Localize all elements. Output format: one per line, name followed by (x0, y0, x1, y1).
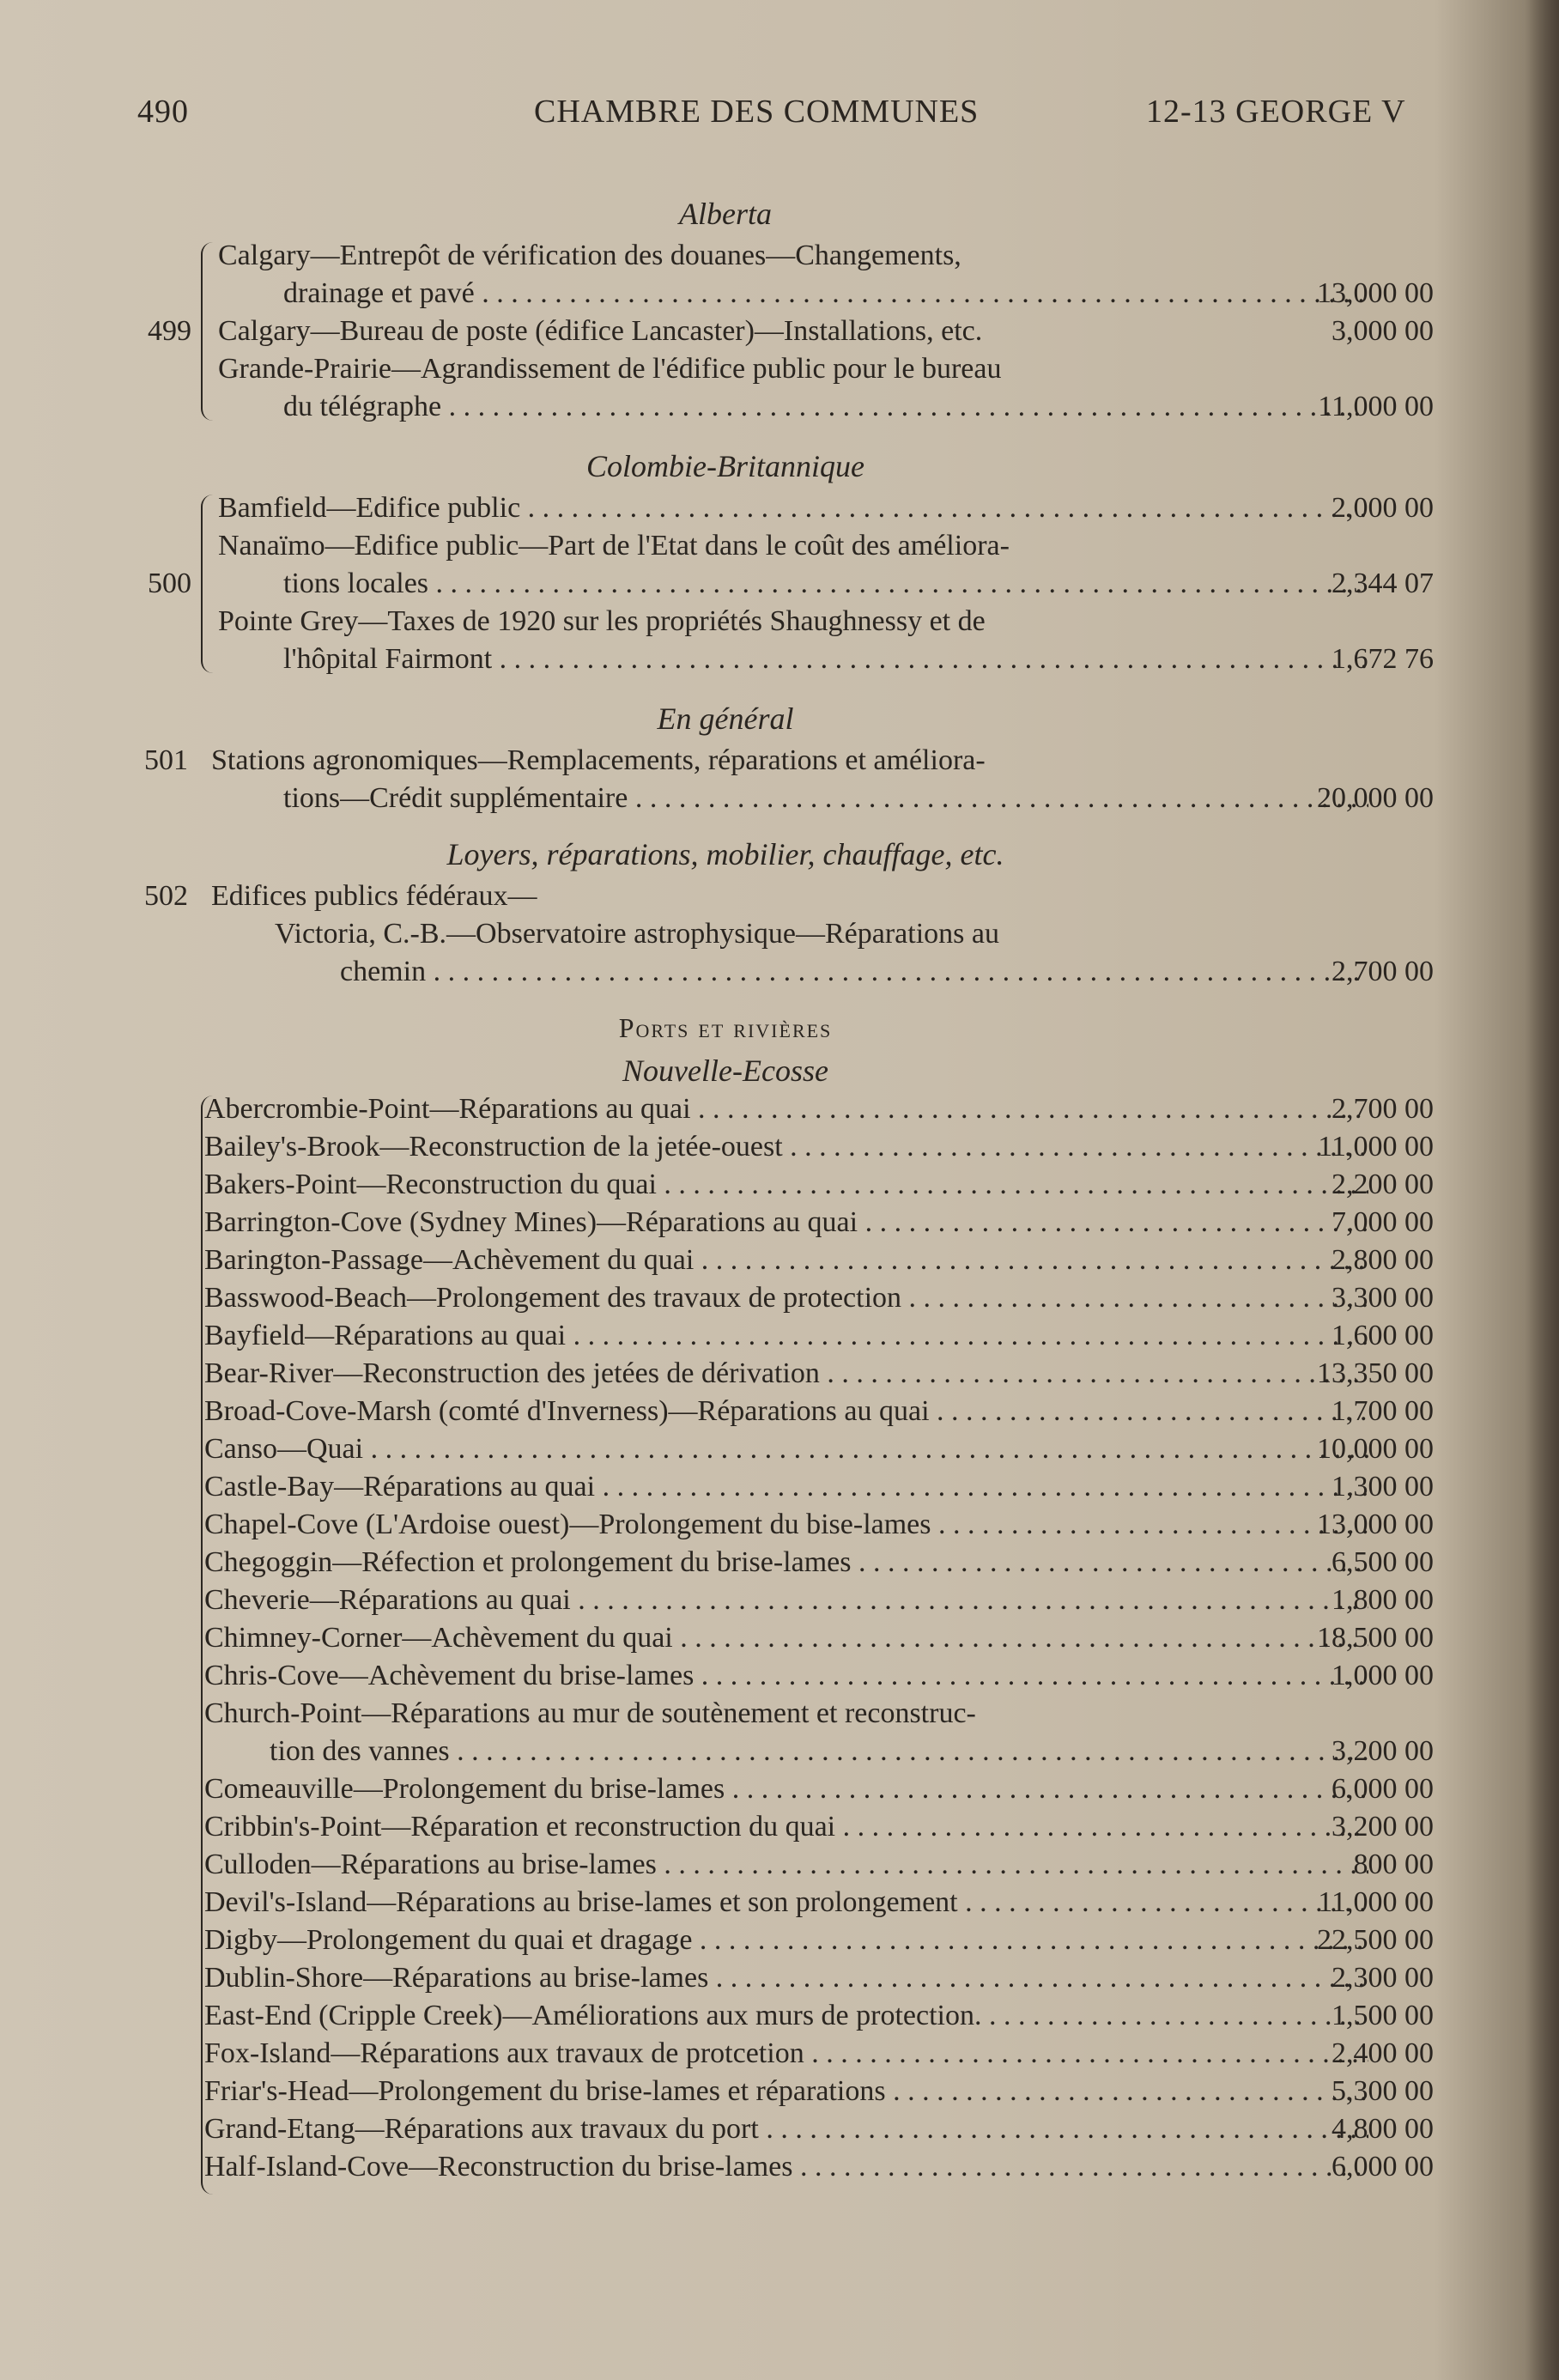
entry-row: tions—Crédit supplémentaire . . . 20,000 00 (129, 780, 1434, 817)
section-title-loyers: Loyers, réparations, mobilier, chauffage, etc. (446, 837, 1004, 871)
section-title-general: En général (657, 701, 794, 736)
section-title-ports: Ports et rivières (618, 1012, 833, 1043)
entry-row: Devil's-Island—Réparations au brise-lames et son prolongement . . . 11,000 00 (129, 1884, 1434, 1922)
entry-row: Abercrombie-Point—Réparations au quai . . . 2,700 00 (129, 1090, 1434, 1128)
vote-number: 500 (148, 568, 191, 599)
entry-row: Pointe Grey—Taxes de 1920 sur les propriétés Shaughnessy et de (218, 605, 986, 637)
entry-row: Bamfield—Edifice public . . . 2,000 00 (129, 489, 1434, 527)
entry-row: drainage et pavé . . . 13,000 00 (129, 275, 1434, 313)
entry-row: Broad-Cove-Marsh (comté d'Inverness)—Réparations au quai . . . 1,700 00 (129, 1393, 1434, 1430)
entry-row: Half-Island-Cove—Reconstruction du brise-lames . . . 6,000 00 (129, 2148, 1434, 2186)
vote-number: 499 (148, 315, 191, 347)
ports-list (129, 1090, 1434, 2186)
entry-row: Calgary—Bureau de poste (édifice Lancaster)—Installations, etc. 3,000 00 (218, 315, 1434, 347)
entry-row: Friar's-Head—Prolongement du brise-lames et réparations . . . 5,300 00 (129, 2073, 1434, 2110)
section-subtitle-nouvelle-ecosse: Nouvelle-Ecosse (622, 1053, 828, 1088)
entry-row: Bayfield—Réparations au quai . . . 1,600 00 (129, 1317, 1434, 1355)
page-content (129, 191, 1434, 2203)
entry-row: Grande-Prairie—Agrandissement de l'édifice public pour le bureau (218, 353, 1002, 385)
entry-row: Digby—Prolongement du quai et dragage . . . 22,500 00 (129, 1922, 1434, 1959)
entry-row: Basswood-Beach—Prolongement des travaux de protection . . . 3,300 00 (129, 1279, 1434, 1317)
entry-row: Calgary—Entrepôt de vérification des douanes—Changements, (218, 240, 961, 271)
entry-row: Fox-Island—Réparations aux travaux de protcetion . . . 2,400 00 (129, 2035, 1434, 2073)
entry-row: Bailey's-Brook—Reconstruction de la jetée-ouest . . . 11,000 00 (129, 1128, 1434, 1166)
entry-row: Culloden—Réparations au brise-lames . . . 800 00 (129, 1846, 1434, 1884)
section-title-alberta: Alberta (679, 197, 772, 231)
vote-number: 501 (144, 744, 188, 776)
entry-row: Barrington-Cove (Sydney Mines)—Réparations au quai . . . 7,000 00 (129, 1204, 1434, 1242)
entry-row: tion des vannes . . . 3,200 00 (129, 1733, 1434, 1770)
entry-row: tions locales . . . 2,344 07 (129, 565, 1434, 603)
entry-row: Edifices publics fédéraux— (211, 880, 537, 912)
page-header-reign: 12-13 GEORGE V (1146, 94, 1406, 130)
entry-row: l'hôpital Fairmont . . . 1,672 76 (129, 641, 1434, 678)
entry-row: Chapel-Cove (L'Ardoise ouest)—Prolongement du bise-lames . . . 13,000 00 (129, 1506, 1434, 1544)
entry-row: Victoria, C.-B.—Observatoire astrophysique—Réparations au (275, 918, 999, 950)
section-title-colombie: Colombie-Britannique (586, 449, 864, 483)
entry-row: Chimney-Corner—Achèvement du quai . . . 18,500 00 (129, 1619, 1434, 1657)
entry-row: Nanaïmo—Edifice public—Part de l'Etat dans le coût des améliora- (218, 530, 1010, 562)
entry-row: East-End (Cripple Creek)—Améliorations aux murs de protection. . . . 1,500 00 (129, 1997, 1434, 2035)
entry-row: Bakers-Point—Reconstruction du quai . . . 2,200 00 (129, 1166, 1434, 1204)
entry-row: Cribbin's-Point—Réparation et reconstruction du quai . . . 3,200 00 (129, 1808, 1434, 1846)
vote-501 (129, 742, 1434, 817)
page-header-title: CHAMBRE DES COMMUNES (534, 94, 980, 130)
vote-number: 502 (144, 880, 188, 912)
entry-row: du télégraphe . . . 11,000 00 (129, 388, 1434, 426)
page-number: 490 (137, 94, 189, 130)
vote-502 (129, 877, 1434, 991)
entry-row: Canso—Quai . . . 10,000 00 (129, 1430, 1434, 1468)
entry-row: Stations agronomiques—Remplacements, réparations et améliora- (211, 744, 986, 776)
entry-row: Church-Point—Réparations au mur de soutènement et reconstruc- (204, 1697, 976, 1729)
page-edge-shadow (1525, 0, 1559, 2380)
entry-row: Comeauville—Prolongement du brise-lames . . . 6,000 00 (129, 1770, 1434, 1808)
entry-row: Castle-Bay—Réparations au quai . . . 1,300 00 (129, 1468, 1434, 1506)
entry-row: Dublin-Shore—Réparations au brise-lames . . . 2,300 00 (129, 1959, 1434, 1997)
entry-row: Chris-Cove—Achèvement du brise-lames . . . 1,000 00 (129, 1657, 1434, 1695)
entry-row: Bear-River—Reconstruction des jetées de dérivation . . . 13,350 00 (129, 1355, 1434, 1393)
entry-row: Cheverie—Réparations au quai . . . 1,800 00 (129, 1582, 1434, 1619)
entry-row: Chegoggin—Réfection et prolongement du brise-lames . . . 6,500 00 (129, 1544, 1434, 1582)
vote-group-499 (129, 237, 1434, 426)
vote-group-500 (129, 489, 1434, 678)
entry-row: chemin . . . 2,700 00 (129, 953, 1434, 991)
entry-row: Barington-Passage—Achèvement du quai . . . 2,800 00 (129, 1242, 1434, 1279)
entry-row: Grand-Etang—Réparations aux travaux du port . . . 4,800 00 (129, 2110, 1434, 2148)
